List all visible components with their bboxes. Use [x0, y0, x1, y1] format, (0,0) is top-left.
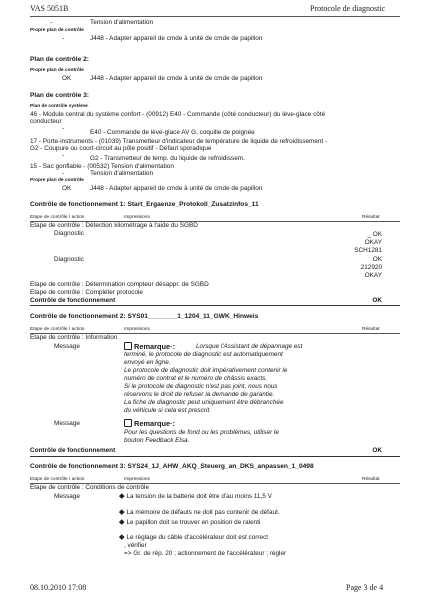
cf1-result-6: OKAY: [364, 272, 382, 279]
bullet-icon: [119, 534, 124, 539]
cf3-col-impressions: Impressions: [124, 477, 150, 482]
bullet-icon: [119, 519, 124, 524]
cf3-col-step: Etape de contrôle / action: [30, 477, 85, 482]
footer-timestamp: 08.10.2010 17:08: [30, 583, 87, 592]
cf2-end-rule: [30, 456, 400, 457]
cf3-bullet-3: [120, 519, 260, 526]
cf1-end-rule: [30, 305, 400, 306]
cf3-bullet-3-text: Le papillon doit se trouver en position de ralenti: [126, 519, 261, 526]
bullet-icon: [119, 509, 124, 514]
plan3-ok: OK: [62, 185, 72, 192]
cf2-p1b: terminé, le protocole de diagnostic est automatiquement: [124, 351, 283, 358]
top-j448-line: J448 - Adapter appareil de cmde à unité de cmde de papillon: [90, 35, 263, 42]
cf1-summary: Contrôle de fonctionnement: [30, 297, 116, 304]
cf1-title: Contrôle de fonctionnement 1: Start_Ergaenze_Protokoll_Zusatzinfos_11: [30, 201, 259, 208]
cf1-diagnostic-1: Diagnostic: [54, 230, 84, 237]
cf1-col-impressions: Impressions: [124, 215, 150, 220]
plan3-sys-label: Plan de contrôle système: [30, 104, 88, 109]
top-propre-label: Propre plan de contrôle: [30, 28, 84, 33]
cf1-step-1: Etape de contrôle : Détection kilométrage à l'aide du SGBD: [30, 222, 198, 229]
cf2-remark-1: [124, 342, 175, 351]
cf2-remark-2-label: Remarque·:: [134, 419, 176, 428]
cf2-remark-1-label: Remarque·:: [134, 342, 176, 351]
plan3-title: Plan de contrôle 3:: [30, 92, 89, 99]
remark-icon: [124, 342, 132, 350]
cf3-bullet-4b: , vérifier: [124, 542, 147, 549]
plan3-propre-label: Propre plan de contrôle: [30, 178, 84, 183]
cf3-col-result: Résultat: [362, 477, 380, 482]
top-dash: -: [50, 19, 53, 26]
cf1-step-3: Etape de contrôle : Compléter protocole: [30, 289, 143, 296]
header-doc-title: Protocole de diagnostic: [310, 4, 386, 13]
cf2-p3a: Si le protocole de diagnostic n'est pas joint, nous nous: [124, 383, 278, 390]
cf1-summary-result: OK: [372, 297, 382, 304]
cf2-col-impressions: Impressions: [124, 327, 150, 332]
bullet-icon: [119, 493, 124, 498]
cf3-bullet-2-text: La mémoire de défauts ne doit pas contenir de défaut.: [126, 509, 280, 516]
cf2-p2b: numéro de contrat et le numéro de châssis exacts.: [124, 375, 268, 382]
cf2-remark-2: [124, 419, 175, 428]
remark-icon: [124, 419, 132, 427]
cf3-bullet-2: [120, 509, 280, 516]
cf2-summary: Contrôle de fonctionnement: [30, 447, 116, 454]
cf2-summary-result: OK: [372, 447, 382, 454]
cf1-diagnostic-2: Diagnostic: [54, 256, 84, 263]
header-rule: [30, 16, 400, 17]
header-app-name: VAS 5051B: [30, 4, 69, 13]
plan3-line-46b: conducteur: [30, 118, 62, 125]
cf3-bullet-4-text: Le réglage du câble d'accélérateur doit est correct: [126, 534, 269, 541]
cf3-bullet-4: [120, 534, 268, 541]
cf1-result-1: _ OK: [367, 231, 382, 238]
cf2-p4a: La fiche de diagnostic peut uniquement être débranchée: [124, 399, 284, 406]
cf2-p2a: Le protocole de diagnostic doit impérativement contenir le: [124, 367, 288, 374]
footer-page-number: Page 3 de 4: [346, 583, 384, 592]
plan3-tension: Tension d'alimentation: [90, 170, 154, 177]
cf2-p1a: Lorsque l'Assistant de dépannage est: [196, 343, 303, 350]
cf1-col-result: Résultat: [362, 215, 380, 220]
top-dash-2: -: [62, 35, 65, 42]
cf1-result-2: OKAY: [364, 239, 382, 246]
cf2-p1c: envoyé en ligne.: [124, 359, 171, 366]
cf2-step-1: Etape de contrôle : Information: [30, 334, 118, 341]
cf3-bullet-1: [120, 493, 272, 500]
plan3-dash-e40: -: [62, 125, 65, 132]
cf2-message-2: Message: [54, 420, 80, 427]
top-tension-line: Tension d'alimentation: [90, 19, 154, 26]
plan2-title: Plan de contrôle 2:: [30, 56, 89, 63]
cf3-bullet-1-text: La tension de la batterie doit être d'au moins 11,5 V: [126, 493, 272, 500]
cf3-message: Message: [54, 493, 80, 500]
cf3-bullet-4c: => Gr. de rép. 20 ; actionnement de l'accélérateur ; régler: [124, 550, 287, 557]
cf2-p5b: bouton Feedback Elsa.: [124, 437, 190, 444]
cf2-col-step: Etape de contrôle / action: [30, 327, 85, 332]
plan3-line-46a: 46 - Module central du système confort - (00912) E40 - Commande (côté conducteur) du lève-glace côté: [30, 111, 326, 118]
plan3-line-17a: 17 - Porte-instruments - (01039) Transmetteur d'indicateur de température de liquide de refroidissement -: [30, 138, 328, 145]
cf2-p3b: réservons le droit de refuser la demande de garantie.: [124, 391, 275, 398]
plan3-e40: E40 - Commande de lève-glace AV G, coquille de poignée: [90, 129, 255, 136]
cf2-p5a: Pour les questions de fond ou les problèmes, utiliser le: [124, 429, 279, 436]
cf2-col-result: Résultat: [362, 327, 380, 332]
plan2-j448: J448 - Adapter appareil de cmde à unité de cmde de papillon: [90, 75, 263, 82]
cf1-result-5: 212920: [360, 264, 382, 271]
cf1-result-3: SCH1281: [354, 247, 382, 254]
cf1-step-2: Etape de contrôle : Détermination compteur désappr. de SGBD: [30, 281, 209, 288]
plan3-line-17b: G2 - Coupure ou court-circuit au pôle positif - Défaut sporadique: [30, 145, 212, 152]
cf2-p4b: du véhicule si cela est prescrit.: [124, 407, 212, 414]
plan2-propre-label: Propre plan de contrôle: [30, 68, 84, 73]
plan2-ok: OK: [62, 75, 72, 82]
plan3-g2: G2 - Transmetteur de temp. du liquide de refroidissem.: [90, 155, 245, 162]
plan3-dash-tension: -: [62, 170, 65, 177]
cf3-step-1: Etape de contrôle : Conditions de contrôle: [30, 484, 150, 491]
cf1-col-step: Etape de contrôle / action: [30, 215, 85, 220]
cf2-message-1: Message: [54, 343, 80, 350]
cf3-title: Contrôle de fonctionnement 3: SYS24_1J_AHW_AKQ_Steuerg_an_DKS_anpassen_1_0498: [30, 463, 314, 470]
plan3-dash-g2: -: [62, 152, 65, 159]
cf1-result-4: OK: [372, 256, 382, 263]
plan3-line-15: 15 - Sac gonflable - (00532) Tension d'alimentation: [30, 163, 174, 170]
cf2-title: Contrôle de fonctionnement 2: SYS01________1_1204_11_GWK_Hinweis: [30, 313, 259, 320]
plan3-j448: J448 - Adapter appareil de cmde à unité de cmde de papillon: [90, 185, 263, 192]
